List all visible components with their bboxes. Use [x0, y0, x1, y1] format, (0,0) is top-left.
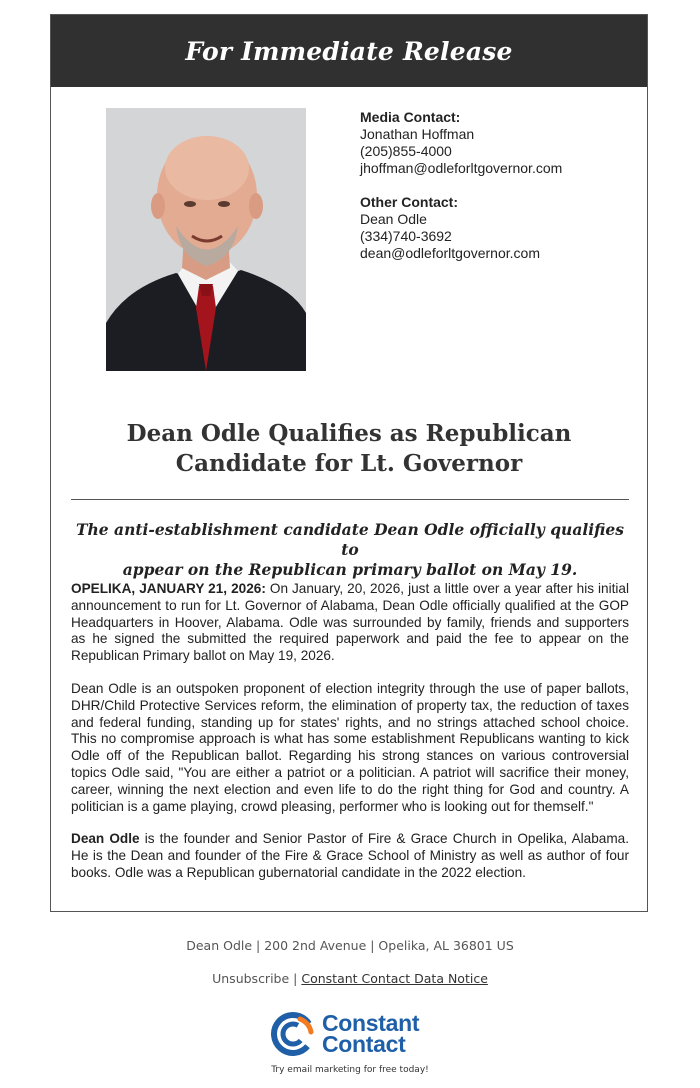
press-release-card — [50, 14, 648, 912]
article-body — [71, 581, 629, 898]
divider — [71, 499, 629, 500]
dateline: OPELIKA, JANUARY 21, 2026: — [71, 581, 266, 596]
candidate-photo — [106, 108, 306, 371]
contact-info — [360, 109, 562, 279]
logo-tagline[interactable]: Try email marketing for free today! — [271, 1065, 429, 1075]
constant-contact-mark-icon — [270, 1011, 316, 1057]
header-banner — [51, 15, 647, 87]
constant-contact-logo[interactable] — [270, 1010, 440, 1058]
other-contact-email[interactable]: dean@odleforltgovernor.com — [360, 245, 540, 261]
subheadline-line-1: The anti-establishment candidate Dean Odle officially qualifies to — [76, 520, 624, 559]
email-footer — [0, 938, 700, 986]
logo-word-constant: Constant — [322, 1010, 420, 1036]
paragraph-1 — [71, 581, 629, 665]
footer-separator: | — [289, 971, 302, 986]
footer-links — [0, 971, 700, 986]
subheadline — [71, 520, 629, 580]
other-contact — [360, 194, 562, 262]
paragraph-3-text: is the founder and Senior Pastor of Fire & Grace Church in Opelika, Alabama. He is the Dean and founder of the Fire & Grace School of Ministry as well as author of four books. Odle was a Republican gubernatorial candidate in the 2022 election. — [71, 831, 629, 880]
headline-line-2: Candidate for Lt. Governor — [175, 450, 523, 477]
media-contact-email[interactable]: jhoffman@odleforltgovernor.com — [360, 160, 563, 176]
logo-word-contact: Contact — [322, 1031, 406, 1057]
media-contact-name: Jonathan Hoffman — [360, 126, 475, 142]
media-contact — [360, 109, 562, 177]
footer-address: Dean Odle | 200 2nd Avenue | Opelika, AL 36801 US — [186, 938, 514, 953]
paragraph-3 — [71, 831, 629, 881]
other-contact-name: Dean Odle — [360, 211, 427, 227]
headline-line-1: Dean Odle Qualifies as Republican — [126, 420, 572, 447]
other-contact-label: Other Contact: — [360, 194, 458, 210]
paragraph-2: Dean Odle is an outspoken proponent of election integrity through the use of paper ballots, DHR/Child Protective Services reform, the elimination of property tax, the reduction of taxes and federal funding, standing up for states' rights, and no strings attached school choice. This no compromise approach is what has some establishment Republicans wanting to kick Odle off of the Republican ballot. Regarding his strong stances on various controversial topics Odle said, "You are either a patriot or a politician. A patriot will sacrifice their money, career, winning the next election and even life to do the right thing for God and country. A politician is a game playing, crowd pleasing, performer who is looking out for themself." — [71, 680, 629, 814]
other-contact-phone: (334)740-3692 — [360, 228, 452, 244]
media-contact-phone: (205)855-4000 — [360, 143, 452, 159]
banner-title: For Immediate Release — [185, 36, 513, 66]
data-notice-link[interactable]: Constant Contact Data Notice — [301, 971, 488, 986]
subheadline-line-2: appear on the Republican primary ballot on May 19. — [122, 560, 578, 579]
headline — [71, 419, 627, 479]
unsubscribe-link[interactable]: Unsubscribe — [212, 971, 290, 986]
paragraph-3-lead: Dean Odle — [71, 831, 140, 847]
paragraph-1-text: On January, 20, 2026, just a little over a year after his initial announcement to run for Lt. Governor of Alabama, Dean Odle officially qualified at the GOP Headquarters in Hoover, Alabama. Odle was surrounded by family, friends and supporters as he signed the submitted the required paperwork and paid the fee to appear on the Republican Primary ballot on May 19, 2026. — [71, 581, 630, 664]
logo-wordmark — [322, 1010, 420, 1057]
candidate-portrait-image — [106, 108, 306, 371]
media-contact-label: Media Contact: — [360, 109, 461, 125]
